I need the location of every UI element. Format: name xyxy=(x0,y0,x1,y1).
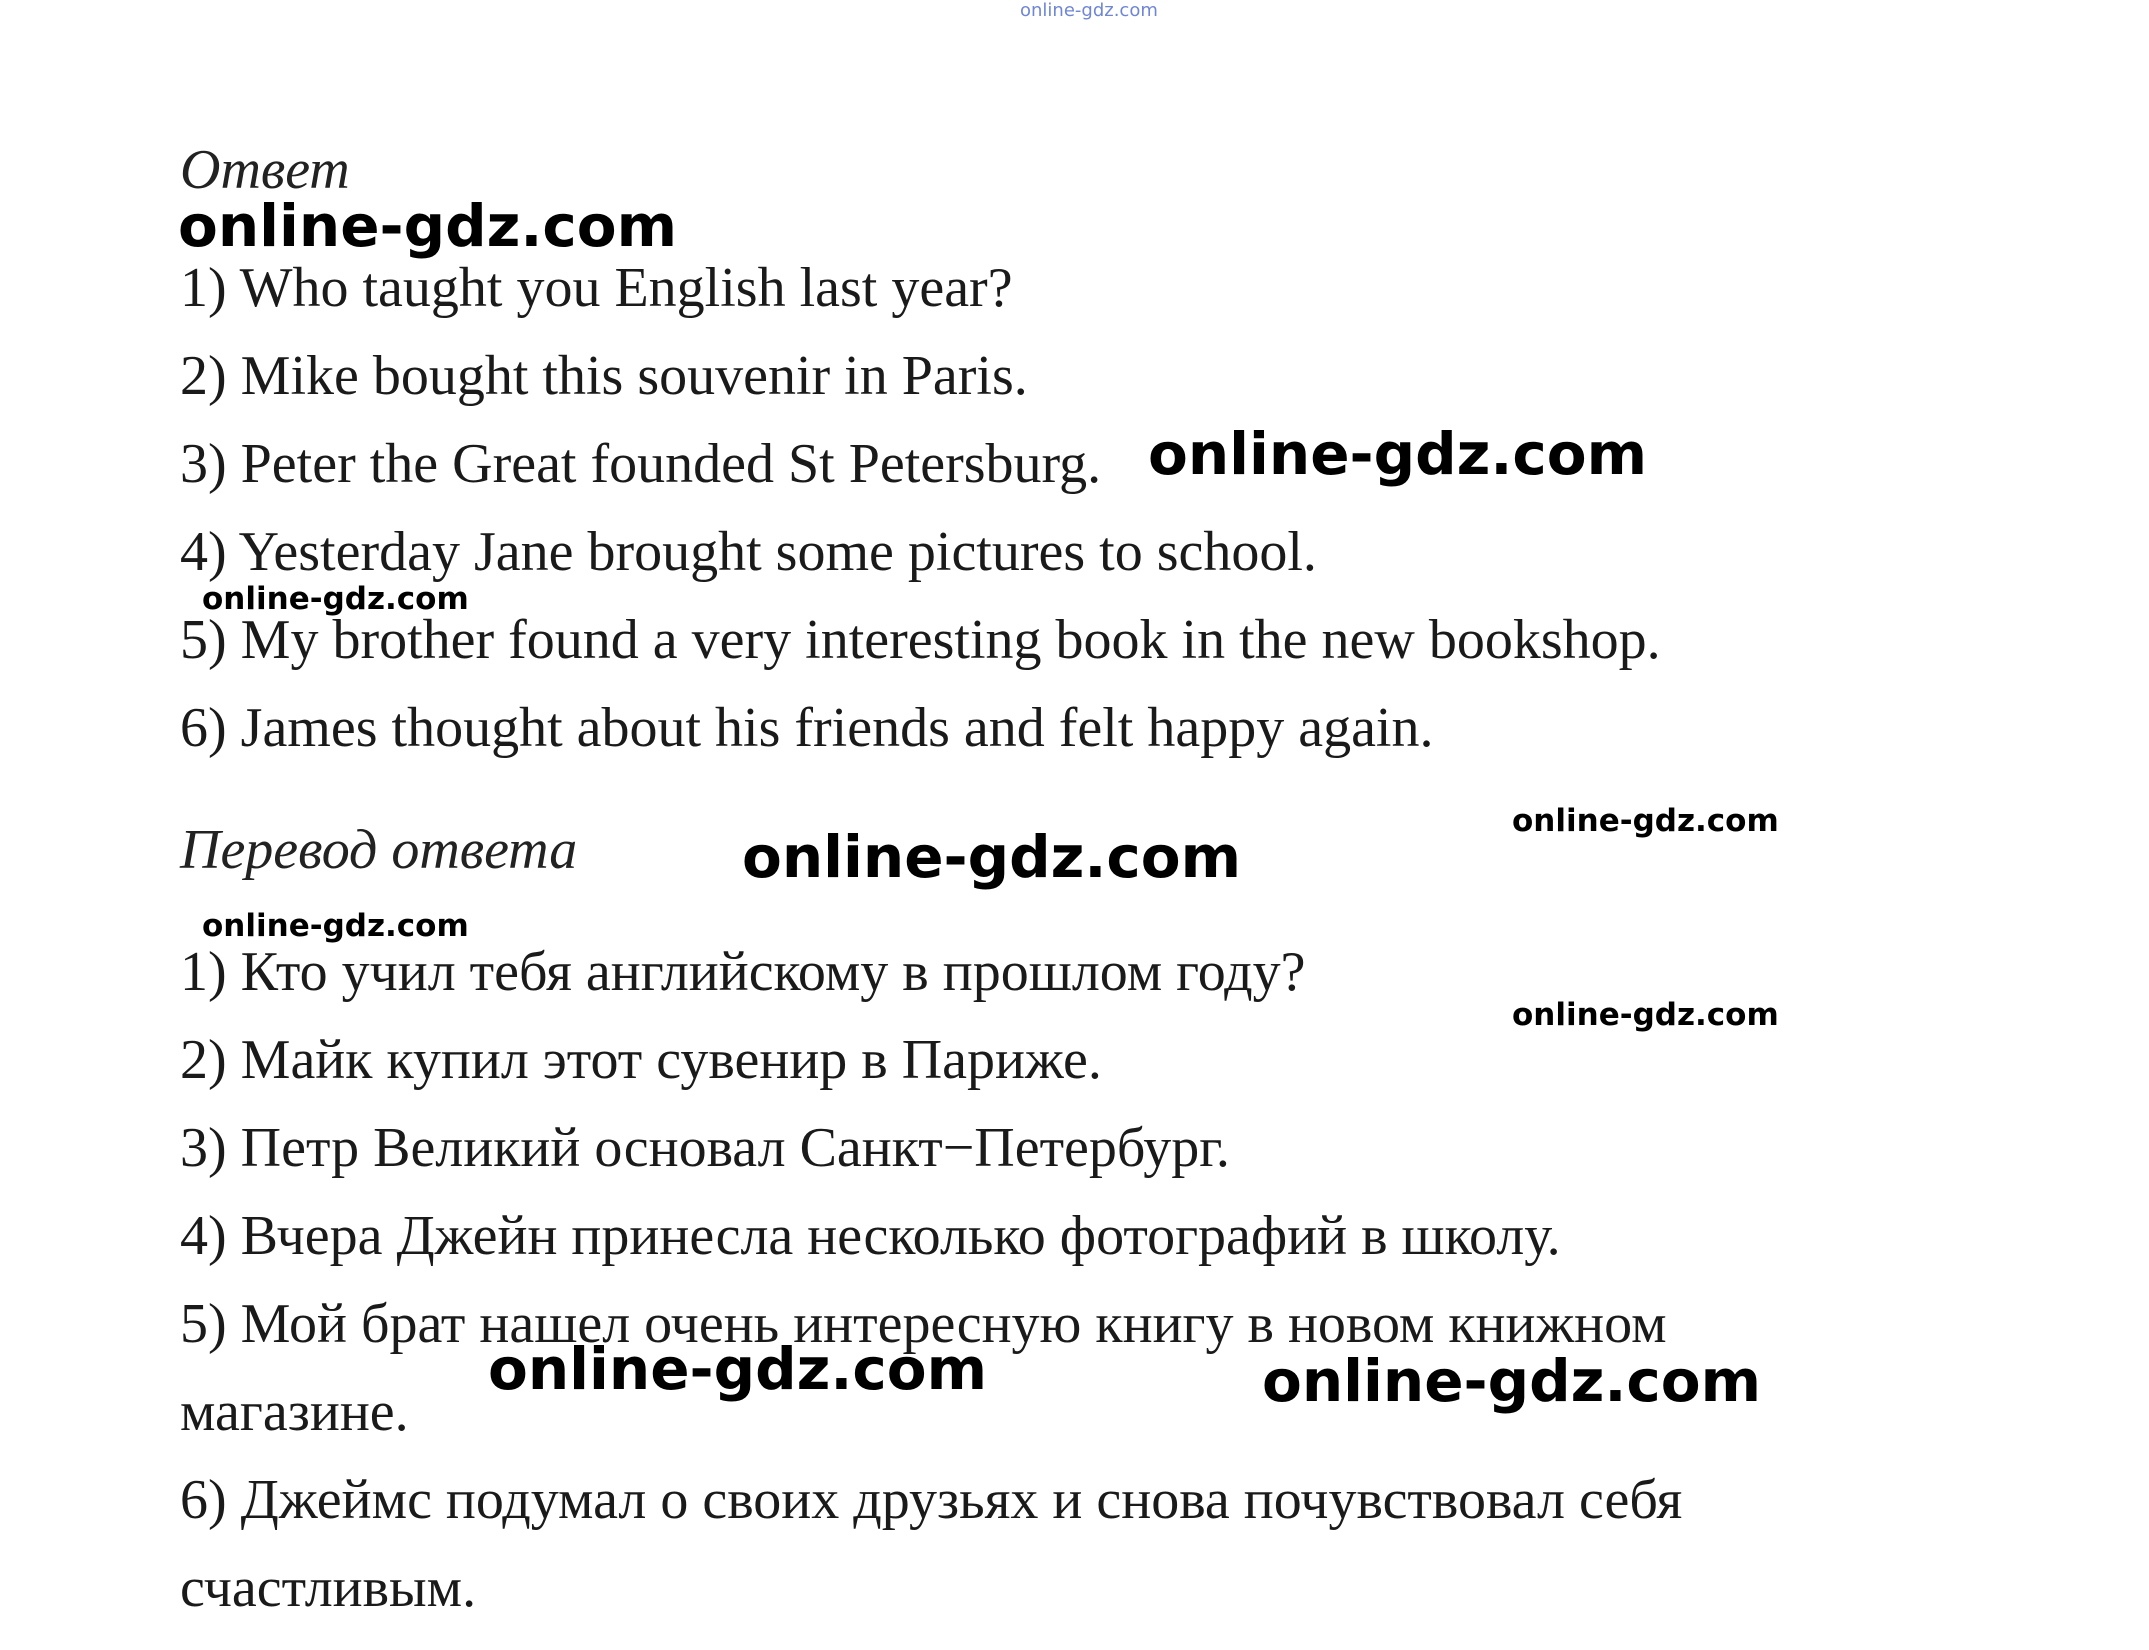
watermark: online-gdz.com xyxy=(178,192,678,260)
answer-heading: Ответ xyxy=(180,139,350,201)
translation-line: 1) Кто учил тебя английскому в прошлом году? xyxy=(180,941,1306,1003)
watermark: online-gdz.com xyxy=(1512,803,1779,839)
watermark: online-gdz.com xyxy=(202,908,469,944)
translation-heading: Перевод ответа xyxy=(180,819,578,881)
watermark: online-gdz.com xyxy=(1148,420,1648,488)
translation-line: 2) Майк купил этот сувенир в Париже. xyxy=(180,1029,1102,1091)
answer-line: 3) Peter the Great founded St Petersburg. xyxy=(180,433,1102,495)
answer-line: 4) Yesterday Jane brought some pictures to school. xyxy=(180,521,1317,583)
watermark: online-gdz.com xyxy=(742,823,1242,891)
answer-line: 2) Mike bought this souvenir in Paris. xyxy=(180,345,1028,407)
watermark: online-gdz.com xyxy=(202,581,469,617)
top-watermark: online-gdz.com xyxy=(1020,0,1158,21)
watermark: online-gdz.com xyxy=(1512,997,1779,1033)
watermark: online-gdz.com xyxy=(488,1335,988,1403)
answer-line: 5) My brother found a very interesting book in the new bookshop. xyxy=(180,609,1661,671)
translation-line: 3) Петр Великий основал Санкт−Петербург. xyxy=(180,1117,1230,1179)
watermark: online-gdz.com xyxy=(1262,1347,1762,1415)
translation-line: счастливым. xyxy=(180,1557,477,1619)
translation-line: 5) Мой брат нашел очень интересную книгу в новом книжном xyxy=(180,1293,1667,1355)
translation-line: 6) Джеймс подумал о своих друзьях и снова почувствовал себя xyxy=(180,1469,1683,1531)
answer-line: 6) James thought about his friends and felt happy again. xyxy=(180,697,1434,759)
answer-line: 1) Who taught you English last year? xyxy=(180,257,1013,319)
translation-line: магазине. xyxy=(180,1381,409,1443)
translation-line: 4) Вчера Джейн принесла несколько фотографий в школу. xyxy=(180,1205,1561,1267)
